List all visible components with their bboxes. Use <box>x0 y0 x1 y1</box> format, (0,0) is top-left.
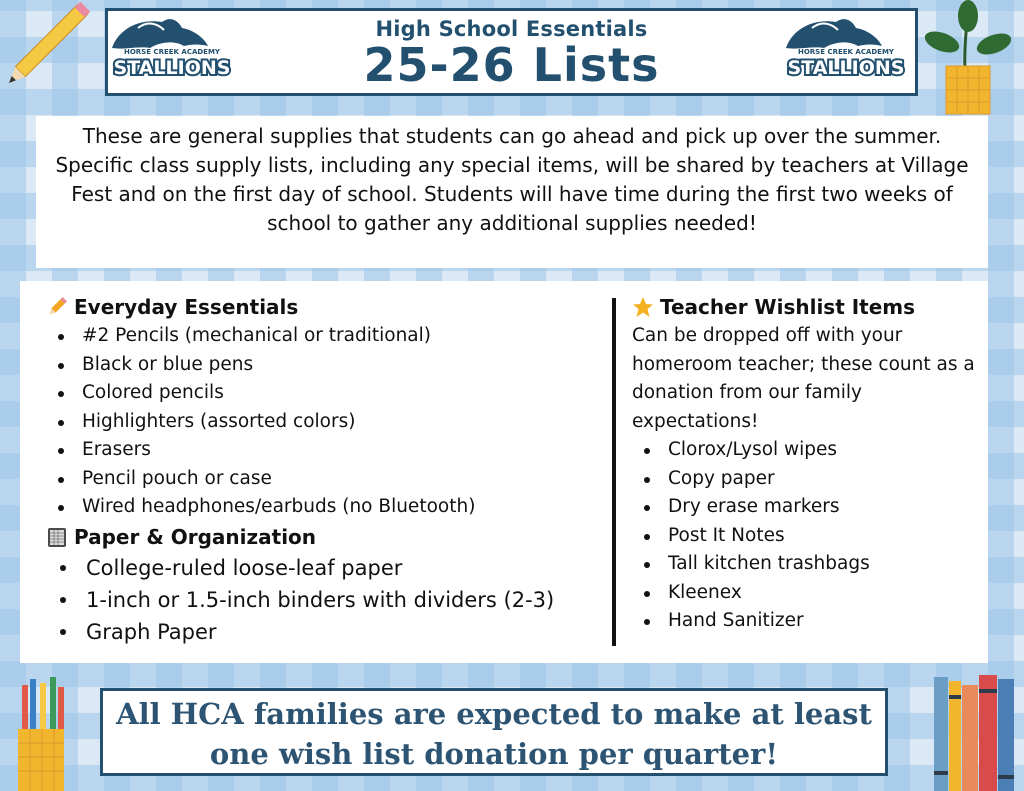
logo-wordmark: STALLIONS <box>113 57 231 79</box>
list-item: Pencil pouch or case <box>46 465 606 494</box>
stallions-logo <box>782 12 910 82</box>
list-item: Black or blue pens <box>46 351 606 380</box>
page-subtitle: High School Essentials <box>375 17 648 41</box>
stallions-logo <box>108 12 236 82</box>
page-title: 25-26 Lists <box>363 38 660 92</box>
section-header-paper <box>46 522 606 552</box>
list-item: Dry erase markers <box>632 493 992 522</box>
list-item: Kleenex <box>632 579 992 608</box>
list-item: Clorox/Lysol wipes <box>632 436 992 465</box>
footer-banner <box>100 688 888 776</box>
list-item: Tall kitchen trashbags <box>632 550 992 579</box>
list-item: College-ruled loose-leaf paper <box>46 552 606 584</box>
list-item: #2 Pencils (mechanical or traditional) <box>46 322 606 351</box>
pencil-illustration <box>0 0 90 95</box>
logo-subtext: HORSE CREEK ACADEMY <box>123 48 221 56</box>
list-item: Erasers <box>46 436 606 465</box>
section-header-wishlist <box>632 292 992 322</box>
list-item: Copy paper <box>632 465 992 494</box>
list-item: Highlighters (assorted colors) <box>46 408 606 437</box>
pencil-icon <box>46 296 68 318</box>
section-title: Teacher Wishlist Items <box>660 295 916 319</box>
everyday-list <box>46 322 606 522</box>
list-item: 1-inch or 1.5-inch binders with dividers (2-3) <box>46 584 606 616</box>
right-column <box>632 292 992 636</box>
section-title: Paper & Organization <box>74 524 317 549</box>
list-item: Post It Notes <box>632 522 992 551</box>
footer-line: one wish list donation per quarter! <box>209 737 779 771</box>
list-item: Graph Paper <box>46 616 606 648</box>
logo-subtext: HORSE CREEK ACADEMY <box>797 48 895 56</box>
wishlist-description: Can be dropped off with your homeroom teacher; these count as a donation from our family expectations! <box>632 325 975 432</box>
list-item: Hand Sanitizer <box>632 607 992 636</box>
column-divider <box>612 298 616 646</box>
left-column <box>46 292 606 648</box>
list-item: Wired headphones/earbuds (no Bluetooth) <box>46 493 606 522</box>
footer-line: All HCA families are expected to make at least <box>116 697 872 731</box>
notebook-icon <box>46 526 68 548</box>
wishlist-list <box>632 436 992 636</box>
pencil-cup-illustration <box>14 675 70 791</box>
section-title: Everyday Essentials <box>74 295 299 319</box>
intro-paragraph: These are general supplies that students can go ahead and pick up over the summer. Specific class supply lists, including any special items, will be shared by teachers at Village Fest and on the first day of school. Students will have time during the first two weeks of school to gather any additional supplies needed! <box>36 116 988 268</box>
logo-wordmark: STALLIONS <box>787 57 905 79</box>
section-header-everyday <box>46 292 606 322</box>
plant-illustration <box>920 0 1024 118</box>
books-illustration <box>934 675 1024 791</box>
list-item: Colored pencils <box>46 379 606 408</box>
paper-list <box>46 552 606 648</box>
star-icon <box>632 296 654 318</box>
